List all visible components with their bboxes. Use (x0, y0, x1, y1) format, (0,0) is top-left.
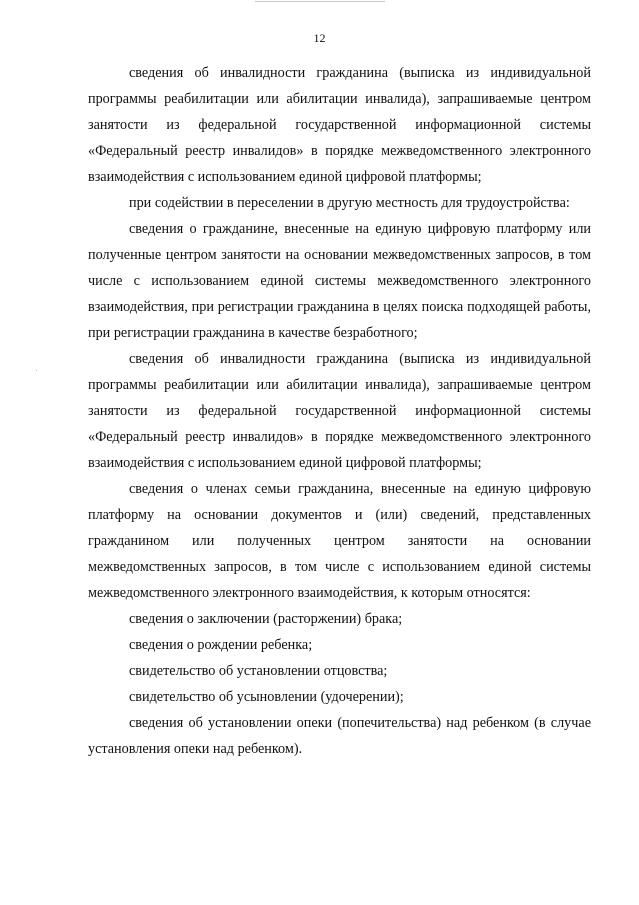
paragraph-relocation-heading: при содействии в переселении в другую местность для трудоустройства: (129, 195, 570, 211)
list-item-guardianship: сведения об установлении опеки (попечительства) над ребенком (в случае установления опеки над ребенком). (88, 715, 591, 757)
page-number: 12 (313, 31, 326, 45)
scan-edge-line (255, 1, 385, 2)
paragraph-disability-info-2: сведения об инвалидности гражданина (выписка из индивидуальной программы реабилитации или абилитации инвалида), запрашиваемые центром занятости из федеральной государственной информационной системы «Федеральный реестр инвалидов» в порядке межведомственного электронного взаимодействия с использованием единой цифровой платформы; (88, 351, 591, 471)
paragraph-disability-info-1: сведения об инвалидности гражданина (выписка из индивидуальной программы реабилитации или абилитации инвалида), запрашиваемые центром занятости из федеральной государственной информационной системы «Федеральный реестр инвалидов» в порядке межведомственного электронного взаимодействия с использованием единой цифровой платформы; (88, 65, 591, 185)
list-item-paternity: свидетельство об установлении отцовства; (129, 663, 388, 679)
scan-dot (36, 370, 37, 371)
list-item-adoption: свидетельство об усыновлении (удочерении); (129, 689, 404, 705)
document-body (88, 60, 591, 762)
list-item-marriage: сведения о заключении (расторжении) брака; (129, 611, 403, 627)
paragraph-citizen-info: сведения о гражданине, внесенные на единую цифровую платформу или полученные центром занятости на основании межведомственных запросов, в том числе с использованием единой системы межведомственного электронного взаимодействия, при регистрации гражданина в целях поиска подходящей работы, при регистрации гражданина в качестве безработного; (88, 221, 591, 341)
list-item-birth: сведения о рождении ребенка; (129, 637, 313, 653)
paragraph-family-members: сведения о членах семьи гражданина, внесенные на единую цифровую платформу на основании документов и (или) сведений, представленных гражданином или полученных центром занятости на основании межведомственных запросов, в том числе с использованием единой системы межведомственного электронного взаимодействия, к которым относятся: (88, 481, 591, 601)
